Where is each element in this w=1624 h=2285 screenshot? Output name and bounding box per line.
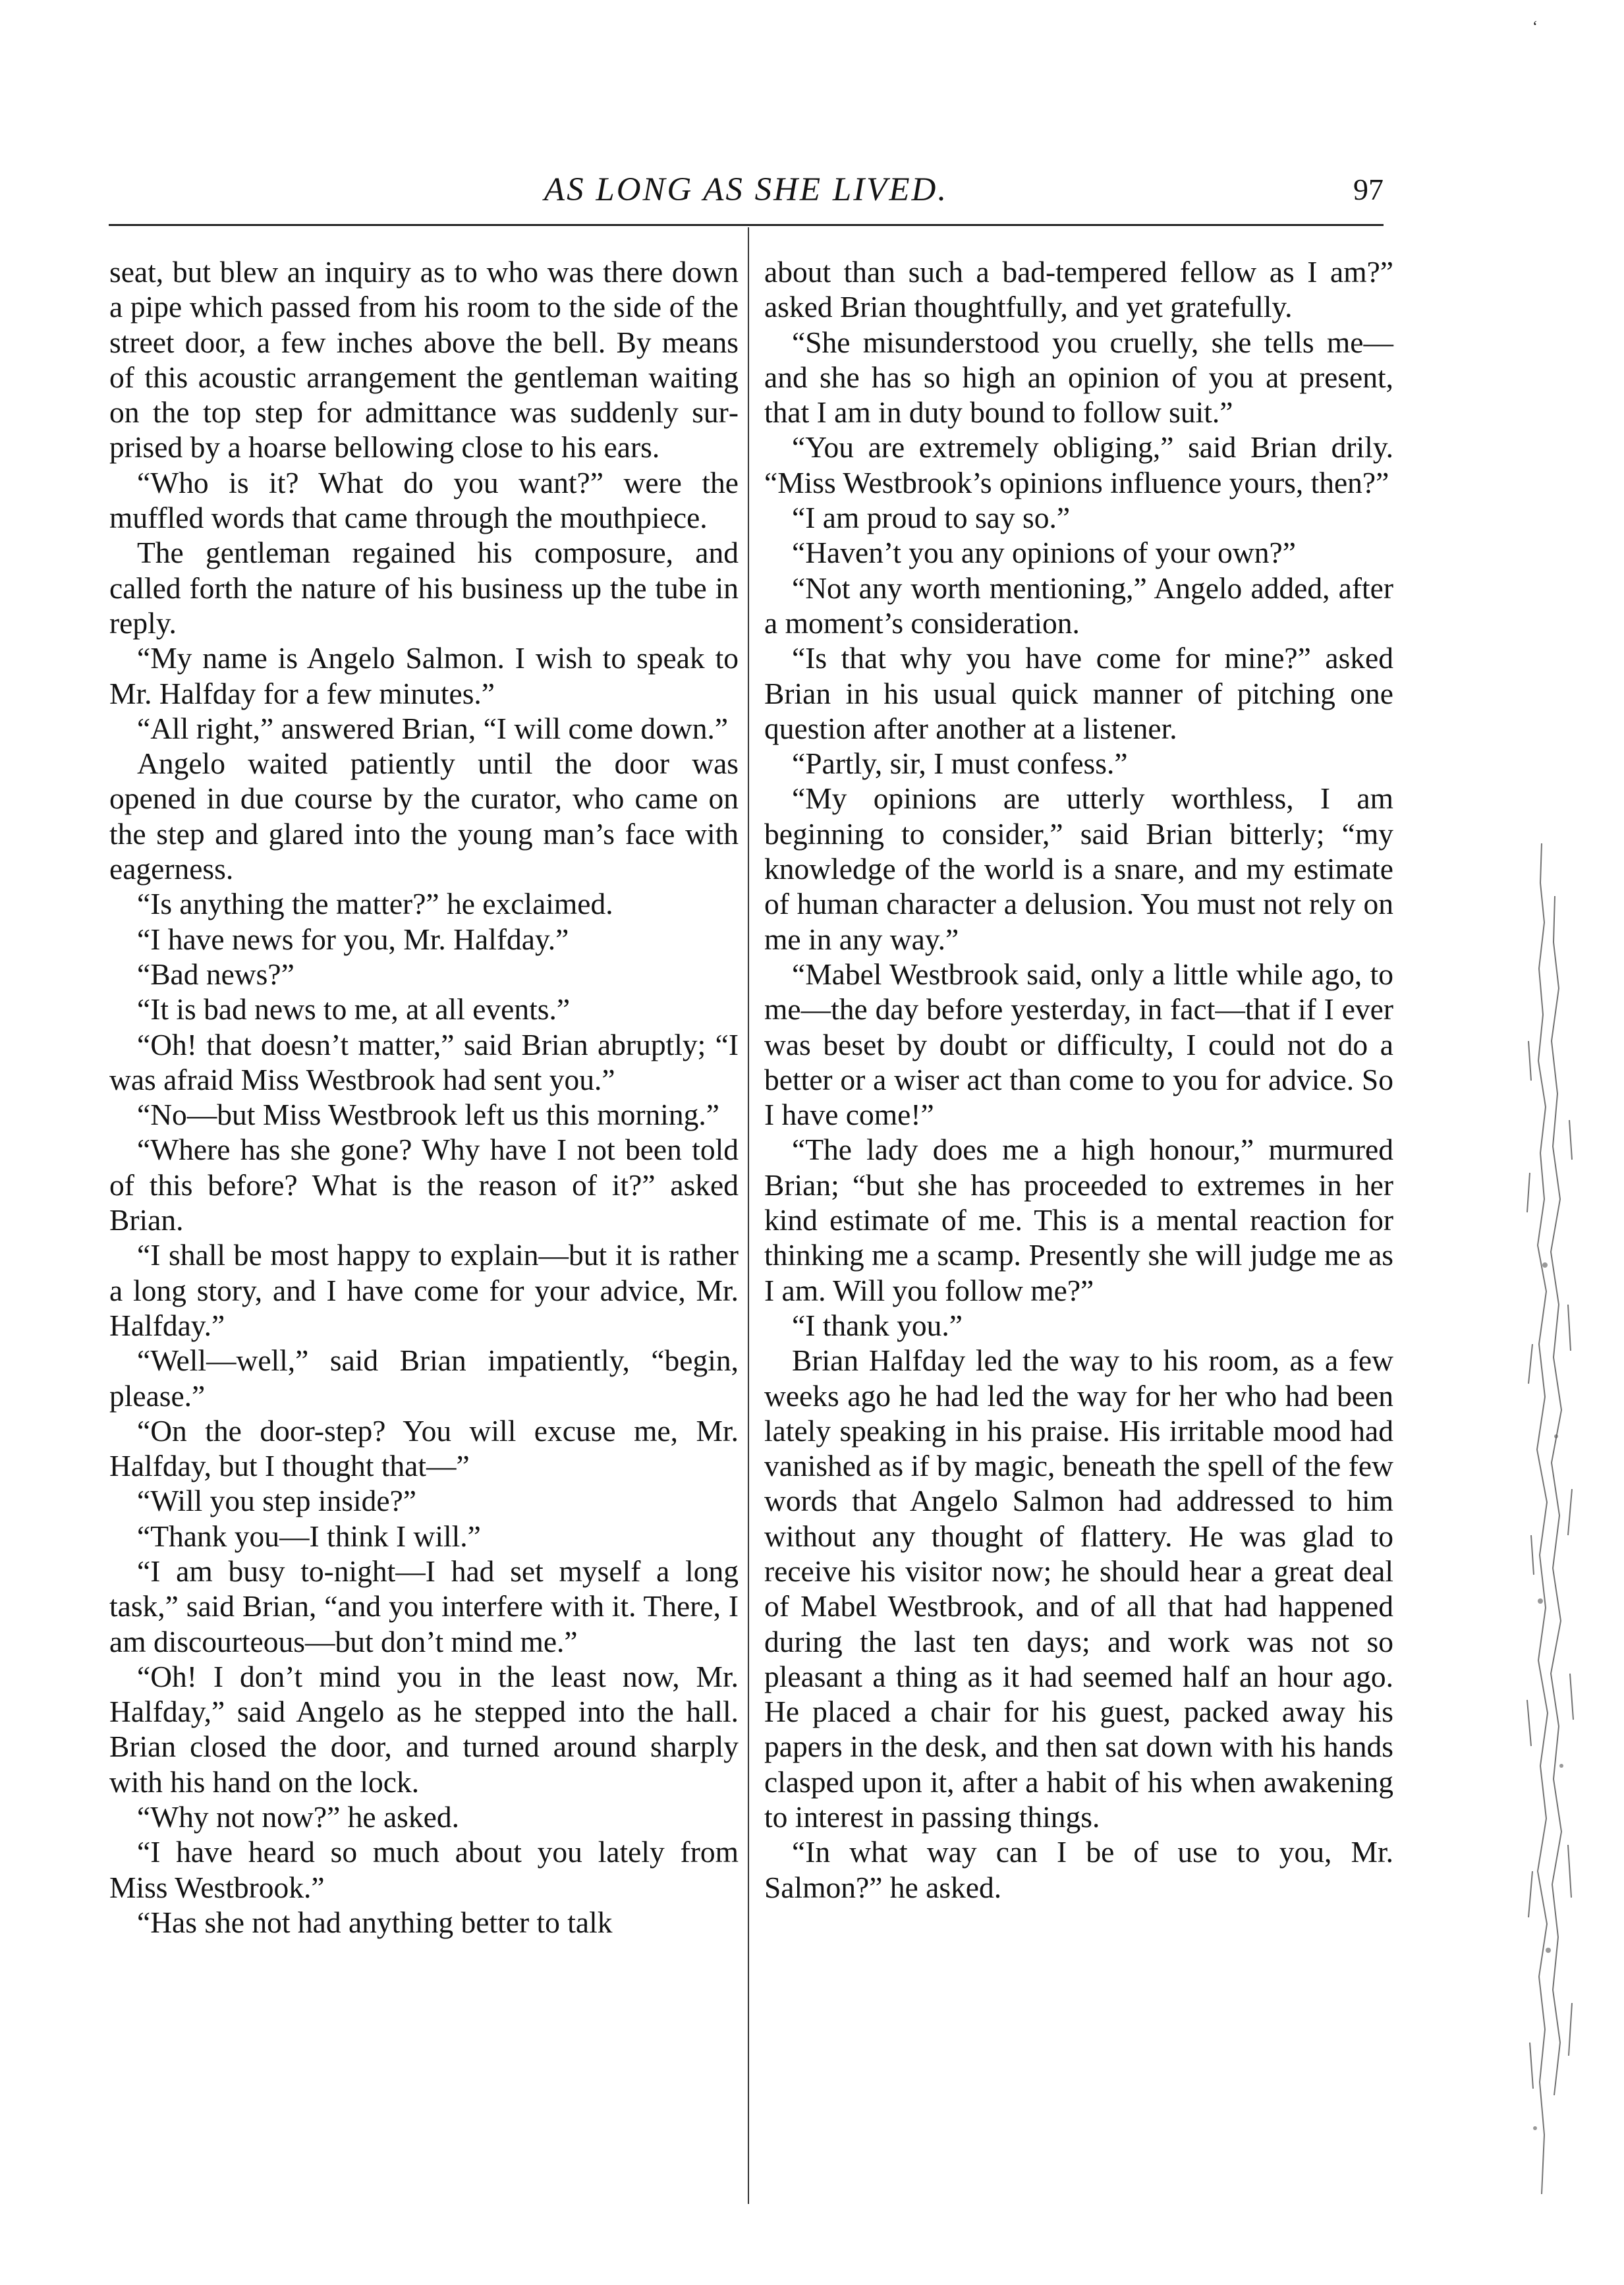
paragraph: “Not any worth mentioning,” Angelo added, after a moment’s consideration. <box>764 571 1393 640</box>
paragraph: “You are extremely obliging,” said Brian drily. “Miss Westbrook’s opinions influence yours, then?” <box>764 430 1393 499</box>
paragraph: “Bad news?” <box>137 957 294 991</box>
paragraph: about than such a bad-tempered fellow as I am?” asked Brian thoughtfully, and yet gratefully. <box>764 255 1393 324</box>
paragraph: “I shall be most happy to explain—but it is rather a long story, and I have come for your advice, Mr. Halfday.” <box>109 1238 739 1342</box>
paragraph: “I thank you.” <box>792 1308 963 1342</box>
paragraph: “I have news for you, Mr. Halfday.” <box>137 922 569 956</box>
paragraph: “In what way can I be of use to you, Mr. Salmon?” he asked. <box>764 1835 1393 1904</box>
paragraph: “Haven’t you any opinions of your own?” <box>792 536 1296 570</box>
paragraph: “Thank you—I think I will.” <box>137 1519 481 1553</box>
paragraph: “It is bad news to me, at all events.” <box>137 992 571 1027</box>
left-column <box>109 254 739 1940</box>
paragraph: Angelo waited patiently until the door was opened in due course by the curator, who came on the step and glared into the young man’s face with eagerness. <box>109 747 739 886</box>
paragraph: “Oh! that doesn’t matter,” said Brian abruptly; “I was afraid Miss Westbrook had sent you.” <box>109 1027 739 1096</box>
paragraph: Brian Halfday led the way to his room, as a few weeks ago he had led the way for her who had been lately speaking in his praise. His irritable mood had vanished as if by magic, beneath the spell of the few words that Angelo Salmon had addressed to him without any thought of flattery. He was glad to receive his visitor now; he should hear a great deal of Mabel Westbrook, and of all that had happened during the last ten days; and work was not so pleasant a thing as it had seemed half an hour ago. He placed a chair for his guest, packed away his papers in the desk, and then sat down with his hands clasped upon it, after a habit of his when awakening to interest in passing things. <box>764 1343 1393 1834</box>
paragraph: “Where has she gone? Why have I not been told of this before? What is the reason of it?” asked Brian. <box>109 1133 739 1237</box>
paragraph: “All right,” answered Brian, “I will come down.” <box>137 711 729 745</box>
header-rule <box>109 224 1384 226</box>
paragraph: “My name is Angelo Salmon. I wish to speak to Mr. Halfday for a few minutes.” <box>109 641 739 710</box>
paragraph: “I am proud to say so.” <box>792 501 1071 535</box>
paragraph: “The lady does me a high honour,” murmured Brian; “but she has proceeded to extremes in her kind estimate of me. This is a mental reaction for thinking me a scamp. Presently she will judge me as I am. Will you follow me?” <box>764 1133 1393 1307</box>
page-header <box>109 163 1384 216</box>
paragraph: “Why not now?” he asked. <box>137 1800 459 1834</box>
page-edge-bleedthrough <box>1515 843 1588 2194</box>
paragraph: “My opinions are utterly worthless, I am beginning to consider,” said Brian bitterly; “my knowledge of the world is a snare, and my estimate of human character a delusion. You must not rely on me in any way.” <box>764 781 1393 956</box>
right-column <box>764 254 1393 1905</box>
column-divider <box>748 227 749 2204</box>
paragraph: “Partly, sir, I must confess.” <box>792 747 1128 781</box>
paragraph: “Is anything the matter?” he exclaimed. <box>137 887 613 921</box>
paragraph: “Who is it? What do you want?” were the muffled words that came through the mouthpiece. <box>109 465 739 535</box>
paragraph: “Oh! I don’t mind you in the least now, Mr. Halfday,” said Angelo as he stepped into the hall. Brian closed the door, and turned around sharply with his hand on the lock. <box>109 1659 739 1799</box>
paragraph: “No—but Miss Westbrook left us this morning.” <box>137 1098 719 1132</box>
paragraph: The gentleman regained his composure, and called forth the nature of his business up the tube in reply. <box>109 536 739 640</box>
paragraph: “Is that why you have come for mine?” asked Brian in his usual quick manner of pitching one question after another at a listener. <box>764 641 1393 745</box>
paragraph: “On the door-step? You will excuse me, Mr. Halfday, but I thought that—” <box>109 1413 739 1483</box>
running-title: AS LONG AS SHE LIVED. <box>544 171 949 208</box>
paragraph: “I have heard so much about you lately from Miss Westbrook.” <box>109 1835 739 1904</box>
paragraph: “Will you step inside?” <box>137 1484 416 1518</box>
corner-ink-mark: ‘ <box>1532 18 1538 36</box>
paragraph: “Mabel Westbrook said, only a little while ago, to me—the day before yesterday, in fact—that if I ever was beset by doubt or difficulty, I could not do a better or a wiser act than come to you for advice. So I have come!” <box>764 957 1393 1132</box>
paragraph: seat, but blew an inquiry as to who was there down a pipe which passed from his room to the side of the street door, a few inches above the bell. By means of this acoustic arrangement the gentleman waiting on the top step for admittance was suddenly surprised by a hoarse bellowing close to his ears. <box>109 255 739 465</box>
paragraph: “I am busy to-night—I had set myself a long task,” said Brian, “and you interfere with it. There, I am discourteous—but don’t mind me.” <box>109 1554 739 1658</box>
paragraph: “Has she not had anything better to talk <box>137 1905 613 1939</box>
page-number: 97 <box>1353 173 1384 206</box>
paragraph: “Well—well,” said Brian impatiently, “begin, please.” <box>109 1343 739 1413</box>
paragraph: “She misunderstood you cruelly, she tells me—and she has so high an opinion of you at present, that I am in duty bound to follow suit.” <box>764 325 1393 430</box>
